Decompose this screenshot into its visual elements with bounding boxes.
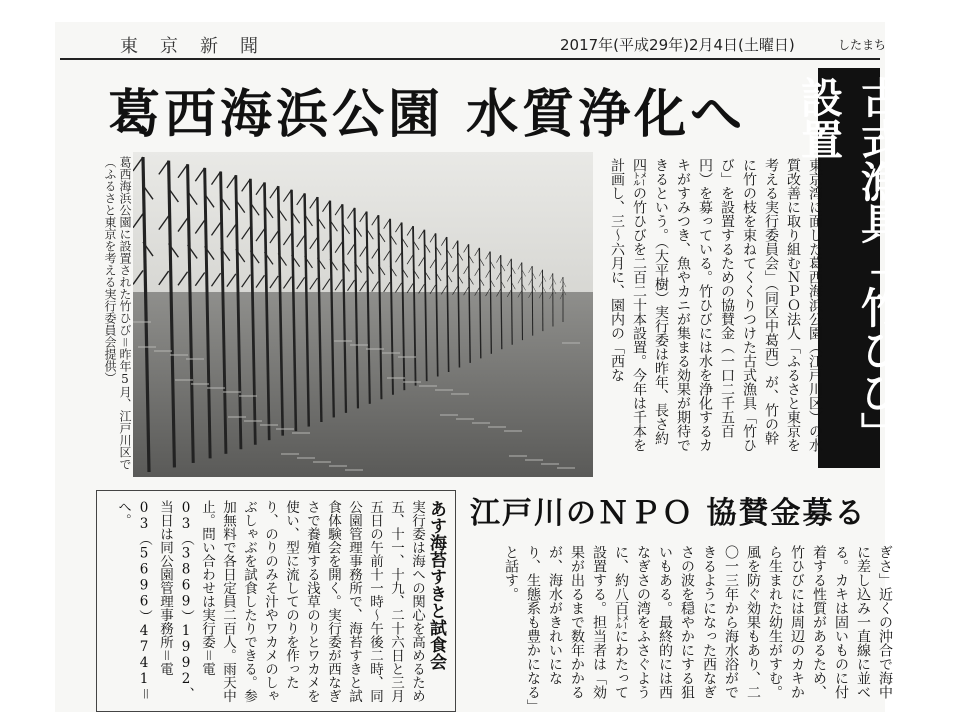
- issue-date: 2017年(平成29年)2月4日(土曜日): [560, 36, 795, 54]
- sidebar-headline-box: [795, 68, 904, 468]
- masthead: 東京新聞: [120, 36, 280, 57]
- section-name: したまち: [838, 38, 887, 52]
- event-notice-body: 実行委は海への関心を高めるため五、十一、十九、二十六日と三月五日の午前十一時〜午後二時、同公園管理事務所で、海苔すきと試食体験会を開く。実行委が西なぎさで養殖する浅草のりとワカメを使い、型に流してのりを作ったり、のりのみそ汁やワカメのしゃぶしゃぶを試食したりできる。参加無料で各日定員二百人。雨天中止。問い合わせは実行委＝電03（3869）1992、当日は同公園管理事務所＝電03（5696）4741＝へ。: [115, 500, 425, 703]
- headline: 葛西海浜公園 水質浄化へ: [108, 85, 747, 145]
- event-notice-title: あす海苔すきと試食会: [426, 500, 446, 670]
- subheadline: 江戸川のＮＰＯ 協賛金募る: [470, 496, 867, 531]
- article-body-bottom: ぎさ」近くの沖合で海中に差し込み一直線に並べる。カキは固いものに付着する性質があるため、竹ひびには周辺のカキから生まれた幼生がすむ。風を防ぐ効果もあり、二〇一三年から海水浴ができるようになった西なぎさの波を穏やかにする狙いもある。最終的には西なぎさの湾をふさぐように、約八百㍍にわたって設置する。担当者は「効果が出るまで数年かかるが、海水がきれいになり、生態系も豊かになる」と話す。: [503, 545, 893, 706]
- photo-caption: 葛西海浜公園に設置された竹ひび＝昨年5月、江戸川区で（ふるさと東京を考える実行委員会提供）: [103, 156, 132, 470]
- masthead-rule: [60, 58, 880, 60]
- sidebar-headline: 古式漁具「竹ひび」設置: [795, 76, 904, 454]
- article-body-top: 東京湾に面した葛西海浜公園（江戸川区）の水質改善に取り組むＮＰＯ法人「ふるさと東京を考える実行委員会」（同区中葛西）が、竹の幹に竹の枝を束ねてくくりつけた古式漁具「竹ひび」を設置するための協賛金（一口二千五百円）を募っている。竹ひびには水を浄化するカキがすみつき、魚やカニが集まる効果が期待できるという。（大平樹）実行委は昨年、長さ約四㍍の竹ひびを二百二十本設置。今年は千本を計画し、三〜六月に、園内の「西な: [609, 158, 823, 452]
- news-photo: [133, 152, 593, 477]
- bamboo-photo-illustration: [133, 152, 593, 477]
